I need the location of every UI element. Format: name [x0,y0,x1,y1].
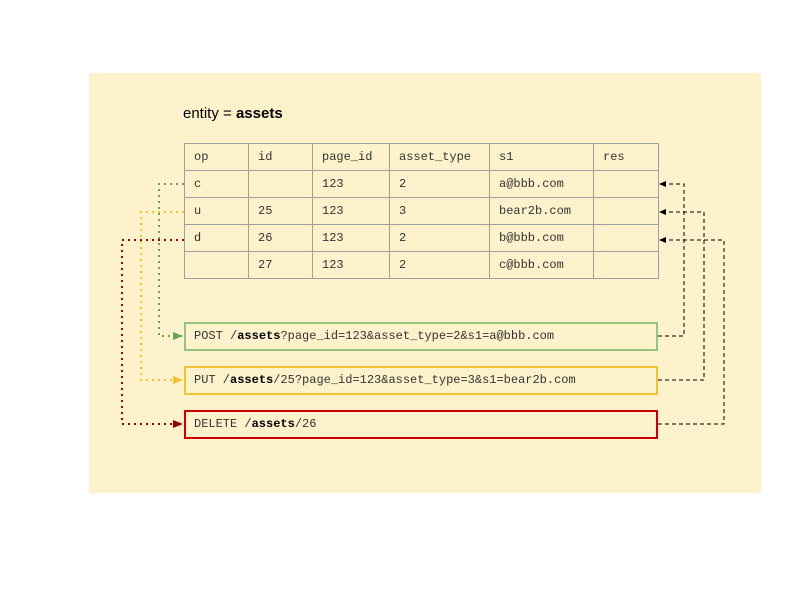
table-cell: 2 [390,225,490,252]
table-cell: 2 [390,252,490,279]
table-cell: 27 [249,252,313,279]
header-op: op [185,144,249,171]
post-query: ?page_id=123&asset_type=2&s1=a@bbb.com [280,329,555,343]
table-cell: c@bbb.com [490,252,594,279]
table-cell: 123 [313,252,390,279]
arrow-post-to-res [658,184,684,336]
arrow-delete-to-res [658,240,724,424]
arrow-delete-to-delete [122,240,184,424]
arrow-update-to-put [141,212,184,380]
delete-path: /26 [294,417,317,431]
table-cell: d [185,225,249,252]
table-cell: bear2b.com [490,198,594,225]
arrow-create-to-post [159,184,184,336]
table-cell: 26 [249,225,313,252]
put-method: PUT / [194,373,231,387]
arrow-put-to-res [658,212,704,380]
table-cell: 25 [249,198,313,225]
header-asset-type: asset_type [390,144,490,171]
table-cell: a@bbb.com [490,171,594,198]
post-entity: assets [237,329,281,343]
title-prefix: entity = [183,105,236,122]
table-cell: 3 [390,198,490,225]
delete-method: DELETE / [194,417,252,431]
table-cell: 123 [313,171,390,198]
put-entity: assets [230,373,274,387]
table-cell: 123 [313,198,390,225]
table-cell: 123 [313,225,390,252]
put-query: /25?page_id=123&asset_type=3&s1=bear2b.com [273,373,576,387]
table-cell: u [185,198,249,225]
header-id: id [249,144,313,171]
post-method: POST / [194,329,238,343]
header-s1: s1 [490,144,594,171]
table-cell: 2 [390,171,490,198]
header-page-id: page_id [313,144,390,171]
title-entity: assets [235,105,283,122]
header-res: res [594,144,659,171]
table-cell: b@bbb.com [490,225,594,252]
table-cell: c [185,171,249,198]
delete-entity: assets [251,417,295,431]
